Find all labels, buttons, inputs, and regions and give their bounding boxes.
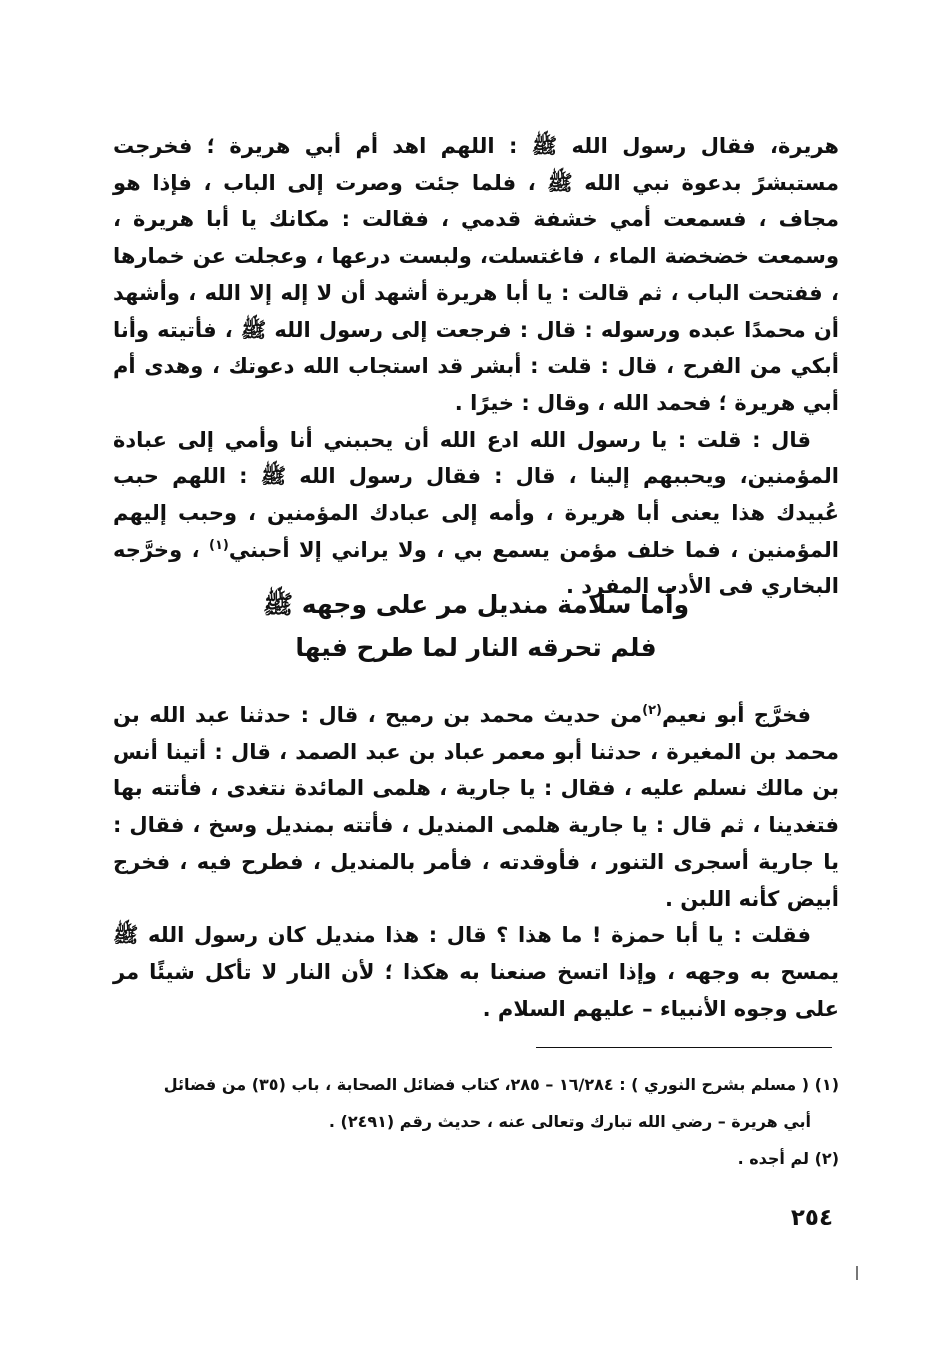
footnote-1-line-1: (١) ( مسلم بشرح النوري ) : ١٦/٢٨٤ – ٢٨٥، كتاب فضائل الصحابة ، باب (٣٥) من فضائل [163,1075,839,1094]
paragraph-abu-nuaym-text: من حديث محمد بن رميح ، قال : حدثنا عبد الله بن محمد بن المغيرة ، حدثنا أبو معمر عباد بن عبد الصمد ، قال : أتينا أنس بن مالك نسلم عليه ، فقال : يا جارية ، هلمى المائدة نتغدى ، فأتته بها فتغدينا ، ثم قال : يا جارية هلمى المنديل ، فأتته بمنديل وسخ ، فقال : يا جارية أسجرى التنور ، فأوقدته ، فأمر بالمنديل ، فطرح فيه ، فخرج أبيض كأنه اللبن . [113,703,839,911]
footnote-ref-1: (١) [209,537,229,553]
paragraph-continuation: هريرة، فقال رسول الله ﷺ : اللهم اهد أم أبي هريرة ؛ فخرجت مستبشرً بدعوة نبي الله ﷺ ، فلما جئت وصرت إلى الباب ، فإذا هو مجاف ، فسمعت أمي خشفة قدمي ، فقالت : مكانك يا أبا هريرة ، وسمعت خضخضة الماء ، فاغتسلت، ولبست درعها ، وعجلت عن خمارها ، ففتحت الباب ، ثم قالت : يا أبا هريرة أشهد أن لا إله إلا الله ، وأشهد أن محمدًا عبده ورسوله : قال : فرجعت إلى رسول الله ﷺ ، فأتيته وأنا أبكي من الفرح ، قال : قلت : أبشر قد استجاب الله دعوتك ، وهدى أم أبي هريرة ؛ فحمد الله ، وقال : خيرًا . [113,134,839,415]
paragraph-abu-nuaym-lead: فخرَّج أبو نعيم [662,703,811,727]
heading-line-1: وأما سلامة منديل مر على وجهه ﷺ [262,590,690,619]
paragraph-abu-nuaym [113,697,839,917]
paragraph-dua-tail: ، وخرَّجه البخاري فى الأدب المفرد . [113,537,839,599]
footnote-divider [536,1047,832,1048]
section-heading [113,583,839,669]
footnote-1-line-2: أبي هريرة – رضي الله تبارك وتعالى عنه ، حديث رقم (٢٤٩١) . [328,1112,811,1131]
heading-line-2: فلم تحرقه النار لما طرح فيها [295,633,657,662]
main-text-top [113,128,839,605]
main-text-bottom [113,697,839,1027]
scan-margin-mark [856,1266,858,1280]
footnotes [109,1066,839,1177]
footnote-ref-2: (٢) [642,703,662,718]
footnote-2: (٢) لم أجده . [737,1149,839,1168]
paragraph-dua-text: قال : قلت : يا رسول الله ادع الله أن يحببني أنا وأمي إلى عبادة المؤمنين، ويحببهم إلينا ، قال : فقال رسول الله ﷺ : اللهم حبب عُبيدك هذا يعنى أبا هريرة ، وأمه إلى عبادك المؤمنين ، وحبب إليهم المؤمنين ، فما خلف مؤمن يسمع بي ، ولا يراني إلا أحبني [113,427,839,562]
paragraph-dua [113,422,839,606]
paragraph-handkerchief: فقلت : يا أبا حمزة ! ما هذا ؟ قال : هذا منديل كان رسول الله ﷺ يمسح به وجهه ، وإذا اتسخ صنعنا به هكذا ؛ لأن النار لا تأكل شيئًا مر على وجوه الأنبياء – عليهم السلام . [113,923,839,1021]
page-number: ٢٥٤ [790,1205,833,1231]
